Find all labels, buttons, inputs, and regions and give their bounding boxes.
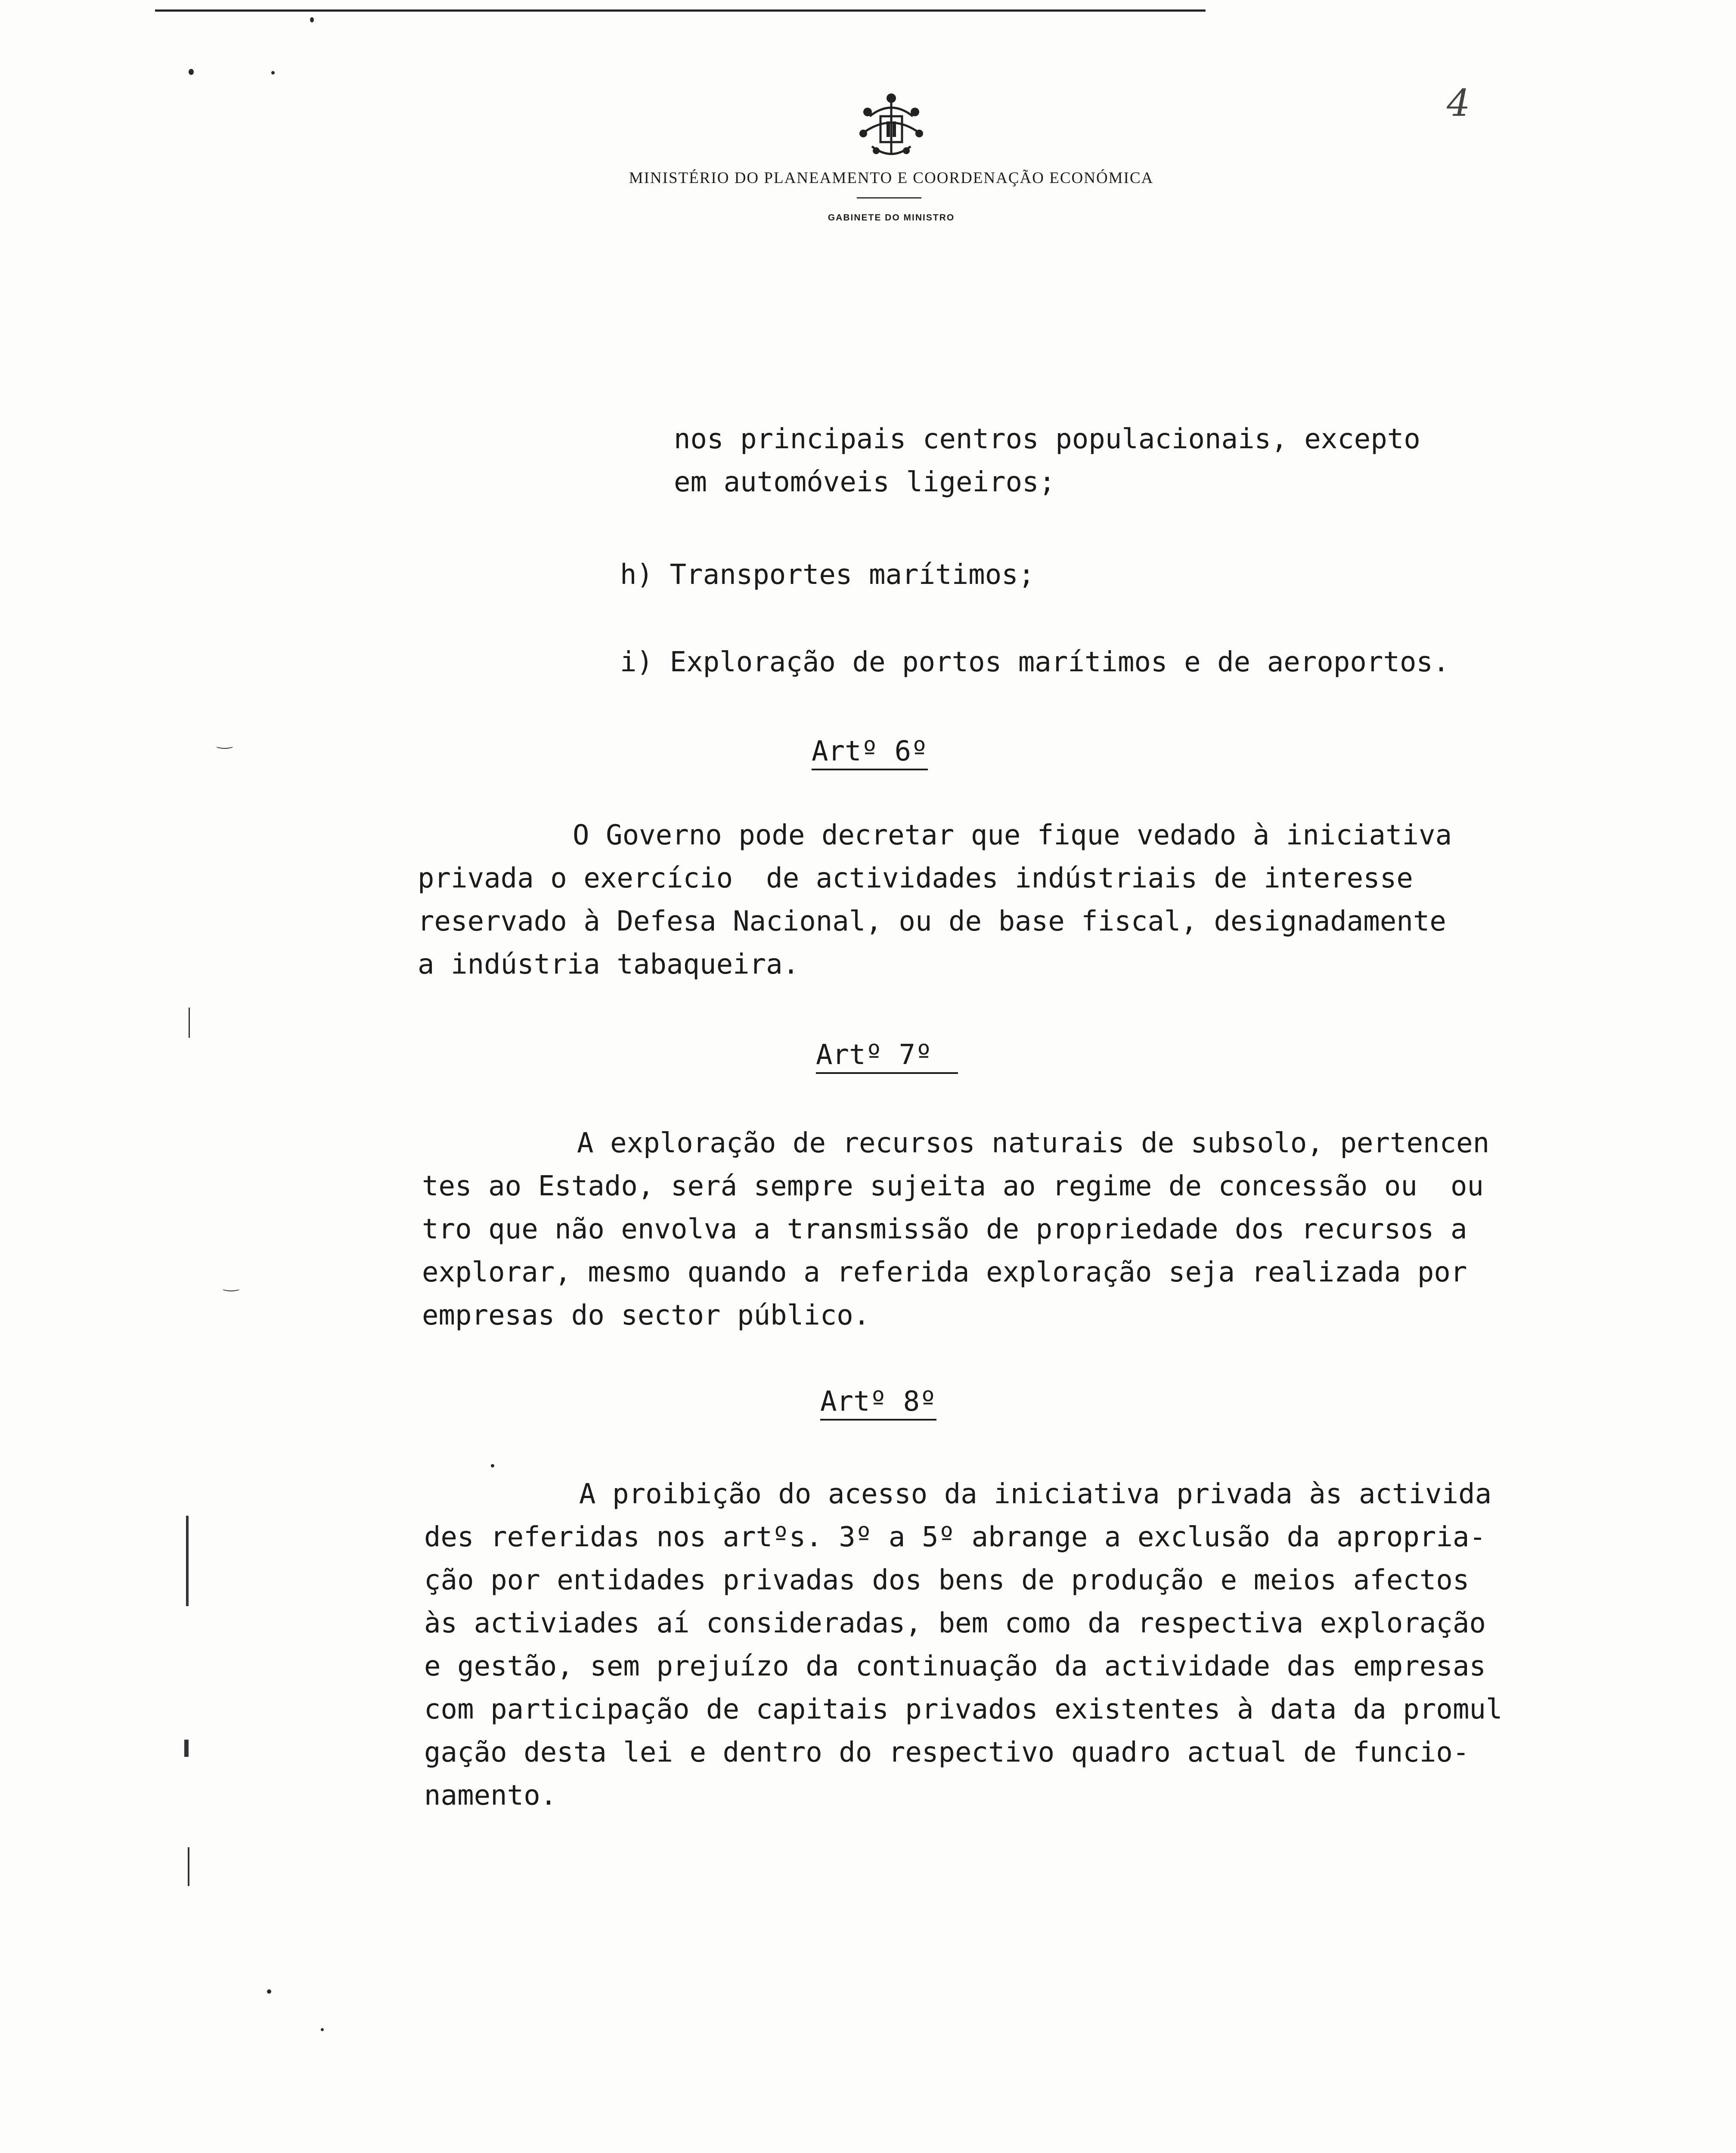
list-item-h: h) Transportes marítimos; <box>620 559 1035 591</box>
article-8-heading: Artº 8º <box>820 1384 936 1421</box>
article-8-line: des referidas nos artºs. 3º a 5º abrange a exclusão da apropria- <box>424 1521 1486 1553</box>
scan-speck <box>310 17 314 22</box>
article-6-heading: Artº 6º <box>812 734 928 770</box>
scan-speck <box>321 2028 324 2031</box>
paragraph-line: nos principais centros populacionais, excepto <box>674 423 1420 455</box>
article-7-line: explorar, mesmo quando a referida exploração seja realizada por <box>422 1256 1467 1288</box>
paragraph-line: em automóveis ligeiros; <box>674 466 1056 498</box>
page-number: 4 <box>1447 82 1470 125</box>
binder-mark <box>184 1740 189 1757</box>
article-7-heading: Artº 7º <box>816 1038 958 1074</box>
article-8-line: A proibição do acesso da iniciativa privada às activida <box>579 1478 1492 1510</box>
article-7-line: tro que não envolva a transmissão de propriedade dos recursos a <box>422 1213 1467 1245</box>
article-8-line: namento. <box>424 1780 557 1812</box>
margin-tick: ‿ <box>217 736 232 749</box>
article-6-line: O Governo pode decretar que fique vedado à iniciativa <box>573 819 1452 851</box>
scan-speck <box>271 71 275 74</box>
article-8-line: com participação de capitais privados existentes à data da promul <box>424 1694 1503 1725</box>
margin-tick: ‿ <box>224 1278 239 1292</box>
top-edge-line <box>155 9 1206 12</box>
binder-mark <box>186 1516 189 1606</box>
list-item-i: i) Exploração de portos marítimos e de aeroportos. <box>620 646 1450 678</box>
article-8-line: gação desta lei e dentro do respectivo quadro actual de funcio- <box>424 1737 1469 1768</box>
ministry-name: MINISTÉRIO DO PLANEAMENTO E COORDENAÇÃO ECONÓMICA <box>629 169 1154 187</box>
article-6-line: privada o exercício de actividades indústriais de interesse <box>418 862 1413 894</box>
article-6-line: a indústria tabaqueira. <box>418 949 800 980</box>
scan-speck <box>267 1989 271 1994</box>
article-7-line: tes ao Estado, será sempre sujeita ao regime de concessão ou ou <box>422 1170 1484 1202</box>
scan-speck <box>491 1464 494 1467</box>
letterhead-rule <box>857 197 921 199</box>
binder-mark <box>189 1008 190 1038</box>
article-7-line: A exploração de recursos naturais de subsolo, pertencen <box>577 1127 1490 1159</box>
cabinet-name: GABINETE DO MINISTRO <box>828 213 955 223</box>
article-8-line: e gestão, sem prejuízo da continuação da actividade das empresas <box>424 1650 1486 1682</box>
binder-mark <box>188 1847 189 1886</box>
article-6-line: reservado à Defesa Nacional, ou de base fiscal, designadamente <box>418 906 1446 937</box>
coat-of-arms-icon <box>850 90 932 164</box>
article-8-line: ção por entidades privadas dos bens de produção e meios afectos <box>424 1564 1469 1596</box>
article-7-line: empresas do sector público. <box>422 1300 870 1331</box>
article-8-line: às activiades aí consideradas, bem como da respectiva exploração <box>424 1607 1486 1639</box>
scan-speck <box>189 69 194 75</box>
